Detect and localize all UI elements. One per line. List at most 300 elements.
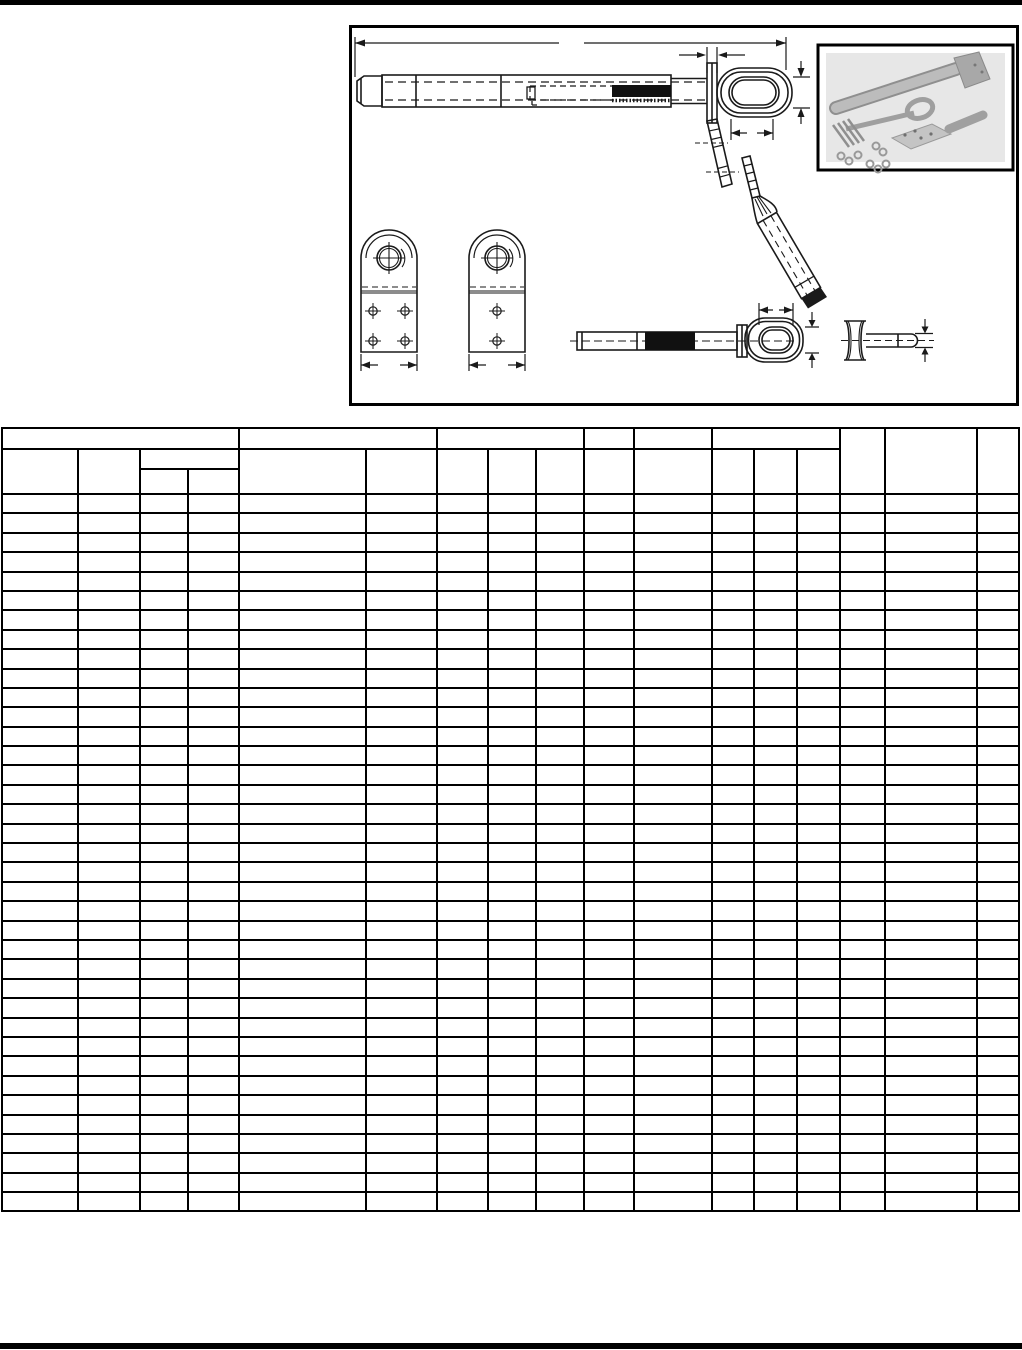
table-cell xyxy=(712,862,754,881)
table-cell xyxy=(78,649,140,668)
table-cell xyxy=(366,1173,437,1192)
table-cell xyxy=(366,959,437,978)
table-cell xyxy=(754,533,797,552)
table-cell xyxy=(840,824,885,843)
table-cell xyxy=(536,940,584,959)
table-cell xyxy=(437,1076,488,1095)
table-cell xyxy=(188,1115,239,1134)
table-cell xyxy=(634,785,712,804)
table-cell xyxy=(437,862,488,881)
header-cell xyxy=(634,428,712,449)
table-row xyxy=(2,1095,1019,1114)
table-cell xyxy=(78,630,140,649)
table-cell xyxy=(239,1037,366,1056)
table-cell xyxy=(885,572,977,591)
table-cell xyxy=(239,1056,366,1075)
table-cell xyxy=(754,1018,797,1037)
table-cell xyxy=(437,1173,488,1192)
table-cell xyxy=(188,1076,239,1095)
table-cell xyxy=(885,649,977,668)
table-cell xyxy=(797,1076,840,1095)
table-cell xyxy=(488,688,536,707)
table-cell xyxy=(712,649,754,668)
table-cell xyxy=(797,804,840,823)
table-cell xyxy=(840,1056,885,1075)
table-cell xyxy=(634,804,712,823)
table-cell xyxy=(797,649,840,668)
header-cell xyxy=(712,449,754,494)
table-cell xyxy=(840,1134,885,1153)
spec-table-body xyxy=(2,494,1019,1211)
table-cell xyxy=(437,921,488,940)
table-cell xyxy=(366,979,437,998)
table-cell xyxy=(536,901,584,920)
table-cell xyxy=(2,882,78,901)
table-cell xyxy=(437,610,488,629)
table-cell xyxy=(239,940,366,959)
table-cell xyxy=(584,727,634,746)
table-cell xyxy=(488,824,536,843)
table-cell xyxy=(188,1095,239,1114)
table-cell xyxy=(140,669,188,688)
table-cell xyxy=(239,901,366,920)
table-cell xyxy=(78,765,140,784)
table-cell xyxy=(584,824,634,843)
table-cell xyxy=(437,533,488,552)
table-cell xyxy=(78,785,140,804)
table-cell xyxy=(188,1056,239,1075)
table-cell xyxy=(366,552,437,571)
table-cell xyxy=(977,727,1019,746)
table-cell xyxy=(712,1134,754,1153)
table-cell xyxy=(78,998,140,1017)
table-cell xyxy=(712,979,754,998)
table-cell xyxy=(584,843,634,862)
table-cell xyxy=(840,940,885,959)
table-row xyxy=(2,572,1019,591)
table-row xyxy=(2,1076,1019,1095)
table-cell xyxy=(754,707,797,726)
table-cell xyxy=(712,1037,754,1056)
table-cell xyxy=(536,882,584,901)
table-cell xyxy=(840,707,885,726)
table-cell xyxy=(536,630,584,649)
table-cell xyxy=(366,1037,437,1056)
table-cell xyxy=(797,1056,840,1075)
table-cell xyxy=(584,1095,634,1114)
table-cell xyxy=(488,765,536,784)
table-cell xyxy=(188,746,239,765)
table-cell xyxy=(840,513,885,532)
table-cell xyxy=(140,1173,188,1192)
table-cell xyxy=(140,1192,188,1211)
table-cell xyxy=(840,591,885,610)
table-cell xyxy=(239,533,366,552)
table-cell xyxy=(634,1153,712,1172)
table-cell xyxy=(140,979,188,998)
table-cell xyxy=(488,1134,536,1153)
table-cell xyxy=(78,824,140,843)
table-cell xyxy=(840,1037,885,1056)
table-cell xyxy=(840,998,885,1017)
table-cell xyxy=(536,824,584,843)
table-row xyxy=(2,1173,1019,1192)
table-cell xyxy=(437,630,488,649)
table-cell xyxy=(140,649,188,668)
table-cell xyxy=(712,669,754,688)
table-cell xyxy=(712,1115,754,1134)
table-cell xyxy=(885,979,977,998)
table-cell xyxy=(366,940,437,959)
table-cell xyxy=(712,1095,754,1114)
table-cell xyxy=(239,630,366,649)
table-cell xyxy=(885,1192,977,1211)
table-cell xyxy=(712,765,754,784)
table-cell xyxy=(437,843,488,862)
table-cell xyxy=(437,1018,488,1037)
table-cell xyxy=(2,998,78,1017)
table-cell xyxy=(536,669,584,688)
table-cell xyxy=(2,785,78,804)
table-cell xyxy=(488,940,536,959)
table-cell xyxy=(188,533,239,552)
table-cell xyxy=(239,843,366,862)
table-cell xyxy=(712,494,754,513)
header-cell xyxy=(239,449,366,494)
table-row xyxy=(2,513,1019,532)
table-row xyxy=(2,1037,1019,1056)
table-cell xyxy=(797,979,840,998)
table-cell xyxy=(634,707,712,726)
table-cell xyxy=(78,959,140,978)
table-row xyxy=(2,785,1019,804)
table-cell xyxy=(78,1037,140,1056)
table-cell xyxy=(188,862,239,881)
table-cell xyxy=(584,1115,634,1134)
table-row xyxy=(2,649,1019,668)
table-cell xyxy=(977,552,1019,571)
table-cell xyxy=(488,649,536,668)
header-cell xyxy=(536,449,584,494)
table-cell xyxy=(140,1134,188,1153)
table-cell xyxy=(78,882,140,901)
table-row xyxy=(2,746,1019,765)
table-cell xyxy=(584,649,634,668)
table-cell xyxy=(140,1095,188,1114)
table-cell xyxy=(712,824,754,843)
table-cell xyxy=(885,940,977,959)
table-cell xyxy=(797,1037,840,1056)
table-cell xyxy=(239,746,366,765)
table-cell xyxy=(977,824,1019,843)
table-cell xyxy=(634,765,712,784)
table-cell xyxy=(584,1134,634,1153)
table-cell xyxy=(488,513,536,532)
table-cell xyxy=(634,1115,712,1134)
table-cell xyxy=(140,746,188,765)
table-cell xyxy=(797,824,840,843)
table-cell xyxy=(634,591,712,610)
table-cell xyxy=(536,998,584,1017)
table-cell xyxy=(488,979,536,998)
table-cell xyxy=(754,610,797,629)
table-cell xyxy=(584,1153,634,1172)
table-row xyxy=(2,901,1019,920)
table-row xyxy=(2,959,1019,978)
table-cell xyxy=(754,824,797,843)
table-cell xyxy=(840,649,885,668)
table-cell xyxy=(712,688,754,707)
table-cell xyxy=(797,727,840,746)
table-cell xyxy=(885,998,977,1017)
table-cell xyxy=(885,727,977,746)
table-cell xyxy=(536,494,584,513)
table-cell xyxy=(840,765,885,784)
table-cell xyxy=(754,843,797,862)
table-cell xyxy=(488,1076,536,1095)
table-cell xyxy=(78,901,140,920)
table-cell xyxy=(239,824,366,843)
table-cell xyxy=(239,1076,366,1095)
table-cell xyxy=(188,688,239,707)
table-cell xyxy=(977,921,1019,940)
table-cell xyxy=(188,727,239,746)
table-cell xyxy=(840,959,885,978)
table-cell xyxy=(140,1018,188,1037)
table-cell xyxy=(977,746,1019,765)
table-cell xyxy=(634,727,712,746)
table-cell xyxy=(188,940,239,959)
table-cell xyxy=(188,1192,239,1211)
table-cell xyxy=(712,901,754,920)
table-cell xyxy=(584,707,634,726)
table-cell xyxy=(188,610,239,629)
table-cell xyxy=(536,1095,584,1114)
table-cell xyxy=(488,1173,536,1192)
table-cell xyxy=(188,882,239,901)
table-cell xyxy=(366,533,437,552)
table-cell xyxy=(239,1115,366,1134)
table-cell xyxy=(437,572,488,591)
table-cell xyxy=(488,1037,536,1056)
table-cell xyxy=(840,727,885,746)
table-cell xyxy=(977,979,1019,998)
table-cell xyxy=(754,630,797,649)
table-cell xyxy=(140,921,188,940)
table-cell xyxy=(754,1134,797,1153)
table-cell xyxy=(977,1056,1019,1075)
table-cell xyxy=(634,843,712,862)
table-cell xyxy=(488,921,536,940)
table-cell xyxy=(712,591,754,610)
table-cell xyxy=(140,1056,188,1075)
table-cell xyxy=(536,979,584,998)
header-cell xyxy=(634,449,712,494)
table-cell xyxy=(536,1056,584,1075)
table-row xyxy=(2,940,1019,959)
table-cell xyxy=(488,862,536,881)
table-cell xyxy=(366,746,437,765)
table-cell xyxy=(437,785,488,804)
table-row xyxy=(2,727,1019,746)
table-cell xyxy=(634,1037,712,1056)
table-cell xyxy=(437,824,488,843)
header-cell xyxy=(188,469,239,494)
table-cell xyxy=(840,804,885,823)
table-cell xyxy=(2,1115,78,1134)
table-cell xyxy=(437,804,488,823)
table-cell xyxy=(78,940,140,959)
table-cell xyxy=(188,513,239,532)
table-cell xyxy=(840,746,885,765)
table-cell xyxy=(797,688,840,707)
table-row xyxy=(2,998,1019,1017)
table-row xyxy=(2,610,1019,629)
table-cell xyxy=(634,979,712,998)
header-cell xyxy=(584,449,634,494)
table-cell xyxy=(140,940,188,959)
table-cell xyxy=(712,1076,754,1095)
table-cell xyxy=(2,649,78,668)
table-cell xyxy=(797,1173,840,1192)
table-cell xyxy=(634,862,712,881)
table-cell xyxy=(78,1018,140,1037)
table-cell xyxy=(78,610,140,629)
table-cell xyxy=(437,1153,488,1172)
technical-drawing xyxy=(349,25,1019,406)
table-cell xyxy=(885,1018,977,1037)
table-cell xyxy=(188,1037,239,1056)
table-cell xyxy=(797,513,840,532)
table-cell xyxy=(488,669,536,688)
table-cell xyxy=(536,804,584,823)
table-cell xyxy=(239,1018,366,1037)
table-cell xyxy=(140,1076,188,1095)
table-cell xyxy=(754,765,797,784)
table-cell xyxy=(754,1076,797,1095)
header-cell xyxy=(840,428,885,494)
table-cell xyxy=(437,649,488,668)
table-cell xyxy=(712,1056,754,1075)
table-cell xyxy=(536,591,584,610)
table-cell xyxy=(188,552,239,571)
table-cell xyxy=(634,630,712,649)
table-cell xyxy=(840,630,885,649)
table-cell xyxy=(840,1076,885,1095)
table-cell xyxy=(366,649,437,668)
table-cell xyxy=(754,1173,797,1192)
table-cell xyxy=(584,765,634,784)
table-cell xyxy=(754,901,797,920)
table-cell xyxy=(78,669,140,688)
table-cell xyxy=(840,552,885,571)
table-cell xyxy=(634,1192,712,1211)
table-cell xyxy=(797,630,840,649)
header-cell xyxy=(366,449,437,494)
table-cell xyxy=(78,1192,140,1211)
table-cell xyxy=(977,785,1019,804)
table-cell xyxy=(712,513,754,532)
table-cell xyxy=(437,1095,488,1114)
table-cell xyxy=(536,610,584,629)
table-cell xyxy=(840,1153,885,1172)
table-cell xyxy=(584,1076,634,1095)
table-cell xyxy=(536,1173,584,1192)
table-cell xyxy=(754,940,797,959)
top-rule-bar xyxy=(0,0,1022,5)
table-cell xyxy=(712,804,754,823)
table-cell xyxy=(78,1115,140,1134)
table-cell xyxy=(488,533,536,552)
table-cell xyxy=(840,1173,885,1192)
table-cell xyxy=(188,785,239,804)
table-cell xyxy=(712,882,754,901)
table-cell xyxy=(977,630,1019,649)
table-cell xyxy=(797,533,840,552)
table-cell xyxy=(188,630,239,649)
table-cell xyxy=(584,494,634,513)
table-cell xyxy=(239,707,366,726)
table-cell xyxy=(797,785,840,804)
table-cell xyxy=(885,552,977,571)
technical-drawing-frame xyxy=(349,25,1019,406)
table-cell xyxy=(488,610,536,629)
table-cell xyxy=(634,1095,712,1114)
table-cell xyxy=(437,1192,488,1211)
table-cell xyxy=(536,1076,584,1095)
table-cell xyxy=(78,1134,140,1153)
table-cell xyxy=(712,552,754,571)
table-cell xyxy=(584,959,634,978)
table-cell xyxy=(840,921,885,940)
header-cell xyxy=(78,449,140,494)
table-cell xyxy=(536,921,584,940)
table-cell xyxy=(754,649,797,668)
table-cell xyxy=(712,1173,754,1192)
table-cell xyxy=(2,513,78,532)
table-cell xyxy=(437,1115,488,1134)
table-cell xyxy=(634,998,712,1017)
table-cell xyxy=(712,727,754,746)
header-cell xyxy=(712,428,840,449)
table-cell xyxy=(584,669,634,688)
table-cell xyxy=(488,1095,536,1114)
table-cell xyxy=(536,572,584,591)
table-cell xyxy=(885,1134,977,1153)
table-row xyxy=(2,979,1019,998)
table-cell xyxy=(977,882,1019,901)
eyebolt-thread-band xyxy=(645,332,695,350)
table-cell xyxy=(754,1115,797,1134)
table-cell xyxy=(977,1192,1019,1211)
table-cell xyxy=(140,552,188,571)
table-cell xyxy=(366,727,437,746)
table-cell xyxy=(78,1153,140,1172)
table-cell xyxy=(634,959,712,978)
table-cell xyxy=(885,746,977,765)
thread-band xyxy=(612,85,671,97)
table-cell xyxy=(366,630,437,649)
table-cell xyxy=(2,727,78,746)
table-cell xyxy=(239,1153,366,1172)
table-cell xyxy=(536,959,584,978)
table-row xyxy=(2,882,1019,901)
table-cell xyxy=(488,998,536,1017)
table-cell xyxy=(797,1115,840,1134)
table-cell xyxy=(437,746,488,765)
table-cell xyxy=(712,1192,754,1211)
header-cell xyxy=(797,449,840,494)
